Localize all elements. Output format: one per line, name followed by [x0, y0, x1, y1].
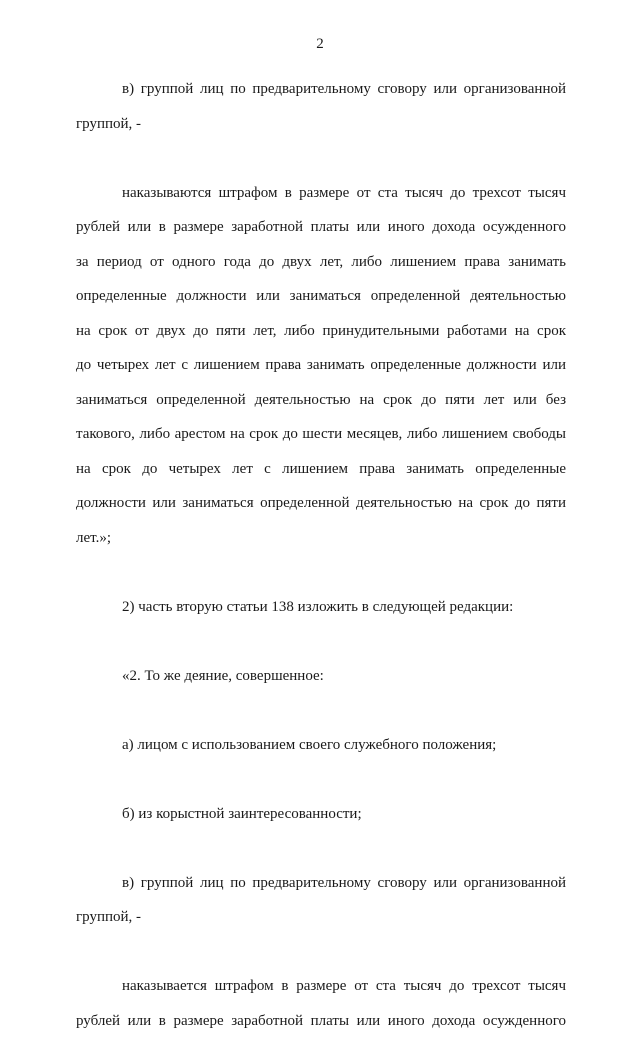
- text-line: такового, либо арестом на срок до шести месяцев, либо лишением свободы: [76, 417, 566, 452]
- text-line: наказываются штрафом в размере от ста тысяч до трехсот тысяч: [76, 176, 566, 211]
- paragraph-gap: [76, 141, 566, 176]
- paragraph-gap: [76, 935, 566, 970]
- paragraph: [76, 176, 566, 556]
- text-line: на срок до четырех лет с лишением права занимать определенные: [76, 452, 566, 487]
- paragraph: [76, 590, 566, 625]
- text-line: б) из корыстной заинтересованности;: [76, 797, 566, 832]
- paragraph: [76, 728, 566, 763]
- text-line: определенные должности или заниматься определенной деятельностью: [76, 279, 566, 314]
- paragraph: [76, 969, 566, 1038]
- text-line: за период от одного года до двух лет, либо лишением права занимать: [76, 245, 566, 280]
- text-line: а) лицом с использованием своего служебного положения;: [76, 728, 566, 763]
- text-line: должности или заниматься определенной деятельностью на срок до пяти: [76, 486, 566, 521]
- paragraph: [76, 866, 566, 935]
- paragraph: [76, 659, 566, 694]
- text-line: группой, -: [76, 107, 566, 142]
- paragraph-gap: [76, 555, 566, 590]
- text-line: 2) часть вторую статьи 138 изложить в следующей редакции:: [76, 590, 566, 625]
- text-line: группой, -: [76, 900, 566, 935]
- text-line: на срок от двух до пяти лет, либо принудительными работами на срок: [76, 314, 566, 349]
- text-line: в) группой лиц по предварительному сговору или организованной: [76, 72, 566, 107]
- paragraph-gap: [76, 693, 566, 728]
- text-line: лет.»;: [76, 521, 566, 556]
- paragraph: [76, 797, 566, 832]
- text-line: рублей или в размере заработной платы или иного дохода осужденного: [76, 1004, 566, 1038]
- page-number: 2: [0, 36, 640, 53]
- paragraph: [76, 72, 566, 141]
- text-line: до четырех лет с лишением права занимать определенные должности или: [76, 348, 566, 383]
- paragraph-gap: [76, 762, 566, 797]
- text-line: наказывается штрафом в размере от ста тысяч до трехсот тысяч: [76, 969, 566, 1004]
- document-body: [76, 72, 566, 1038]
- paragraph-gap: [76, 624, 566, 659]
- paragraph-gap: [76, 831, 566, 866]
- text-line: в) группой лиц по предварительному сговору или организованной: [76, 866, 566, 901]
- text-line: «2. То же деяние, совершенное:: [76, 659, 566, 694]
- text-line: заниматься определенной деятельностью на срок до пяти лет или без: [76, 383, 566, 418]
- text-line: рублей или в размере заработной платы или иного дохода осужденного: [76, 210, 566, 245]
